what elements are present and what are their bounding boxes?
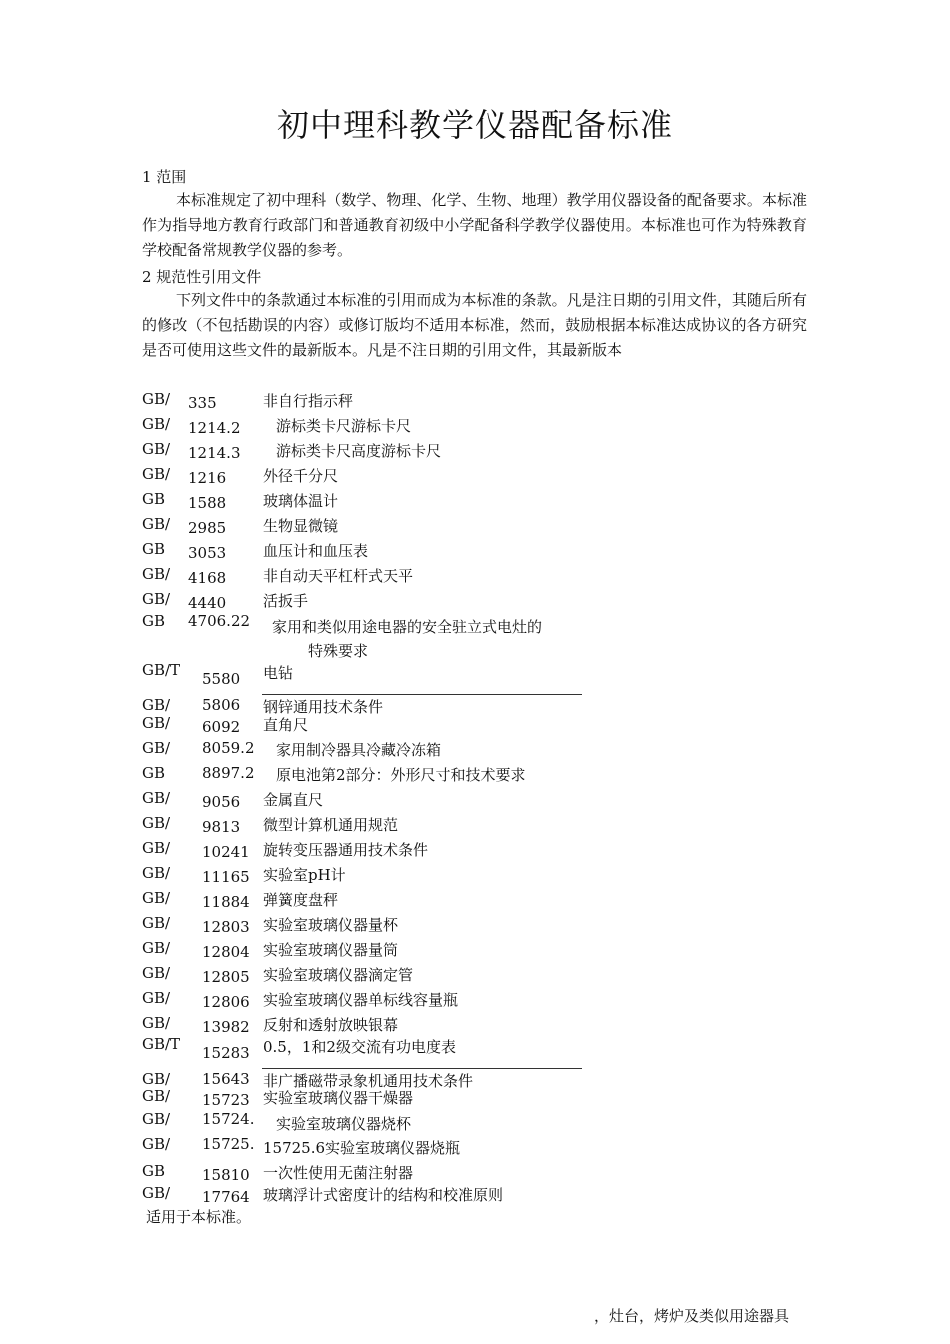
reference-row: GB/ 12805 实验室玻璃仪器滴定管 xyxy=(142,964,414,986)
section-1-paragraph: 本标准规定了初中理科（数学、物理、化学、生物、地理）教学用仪器设备的配备要求。本标准作为指导地方教育行政部门和普通教育初级中小学配备科学教学仪器使用。本标准也可作为特殊教育学校配备常规教学仪器的参考。 xyxy=(142,191,807,259)
reference-row: GB/ 12804 实验室玻璃仪器量筒 xyxy=(142,939,399,961)
document-title: 初中理科教学仪器配备标准 xyxy=(276,106,673,144)
reference-row: GB 15810 一次性使用无菌注射器 xyxy=(142,1162,414,1184)
reference-row: GB/ 8059.2 家用制冷器具冷藏冷冻箱 xyxy=(142,739,442,759)
divider-line xyxy=(262,694,582,695)
reference-row: GB/ 15724. 实验室玻璃仪器烧杯 xyxy=(142,1110,412,1133)
reference-row: GB/ 12806 实验室玻璃仪器单标线容量瓶 xyxy=(142,989,459,1011)
reference-row: GB/ 15643 非广播磁带录象机通用技术条件 xyxy=(142,1070,474,1090)
reference-row: GB 4706.22 家用和类似用途电器的安全驻立式电灶的 特殊要求 xyxy=(142,612,543,660)
reference-row: GB/ 1214.2 游标类卡尺游标卡尺 xyxy=(142,415,412,437)
reference-row: GB/ 335 非自行指示秤 xyxy=(142,390,354,412)
divider-line xyxy=(262,1068,582,1069)
reference-row: GB/ 15723 实验室玻璃仪器干燥器 xyxy=(142,1087,414,1109)
continuation-text: ，灶台，烤炉及类似用途器具 xyxy=(594,1307,790,1325)
reference-row: GB/ 1214.3 游标类卡尺高度游标卡尺 xyxy=(142,440,442,462)
reference-row: GB/ 11884 弹簧度盘秤 xyxy=(142,889,339,911)
reference-row: GB/ 12803 实验室玻璃仪器量杯 xyxy=(142,914,399,936)
section-2-paragraph: 下列文件中的条款通过本标准的引用而成为本标准的条款。凡是注日期的引用文件，其随后所有的修改（不包括勘误的内容）或修订版均不适用本标准，然而，鼓励根据本标准达成协议的各方研究是否可使用这些文件的最新版本。凡是不注日期的引用文件，其最新版本 xyxy=(142,291,807,359)
section-2-heading: 2 规范性引用文件 xyxy=(142,268,262,286)
section-1-heading: 1 范围 xyxy=(142,168,187,186)
reference-row: GB/ 10241 旋转变压器通用技术条件 xyxy=(142,839,429,861)
reference-row: GB/ 2985 生物显微镜 xyxy=(142,515,339,537)
reference-row: GB/ 9056 金属直尺 xyxy=(142,789,324,811)
reference-row: GB/ 5806 钢锌通用技术条件 xyxy=(142,696,384,716)
reference-row: GB/ 17764 玻璃浮计式密度计的结构和校准原则 xyxy=(142,1184,504,1206)
reference-row: GB/ 6092 直角尺 xyxy=(142,714,309,736)
footer-note: 适用于本标准。 xyxy=(146,1208,252,1226)
reference-row: GB/ 4168 非自动天平杠杆式天平 xyxy=(142,565,414,587)
reference-row: GB 1588 玻璃体温计 xyxy=(142,490,339,512)
reference-row: GB/ 15725. 15725.6实验室玻璃仪器烧瓶 xyxy=(142,1135,461,1157)
reference-row: GB 8897.2 原电池第2部分：外形尺寸和技术要求 xyxy=(142,764,526,784)
reference-row: GB 3053 血压计和血压表 xyxy=(142,540,369,562)
reference-row: GB/T 5580 电钻 xyxy=(142,661,294,688)
reference-row: GB/ 13982 反射和透射放映银幕 xyxy=(142,1014,399,1036)
reference-row: GB/ 11165 实验室pH计 xyxy=(142,864,346,886)
reference-row: GB/ 4440 活扳手 xyxy=(142,590,309,612)
reference-row: GB/ 1216 外径千分尺 xyxy=(142,465,339,487)
reference-row: GB/T 15283 0.5，1和2级交流有功电度表 xyxy=(142,1035,456,1062)
reference-row: GB/ 9813 微型计算机通用规范 xyxy=(142,814,399,836)
